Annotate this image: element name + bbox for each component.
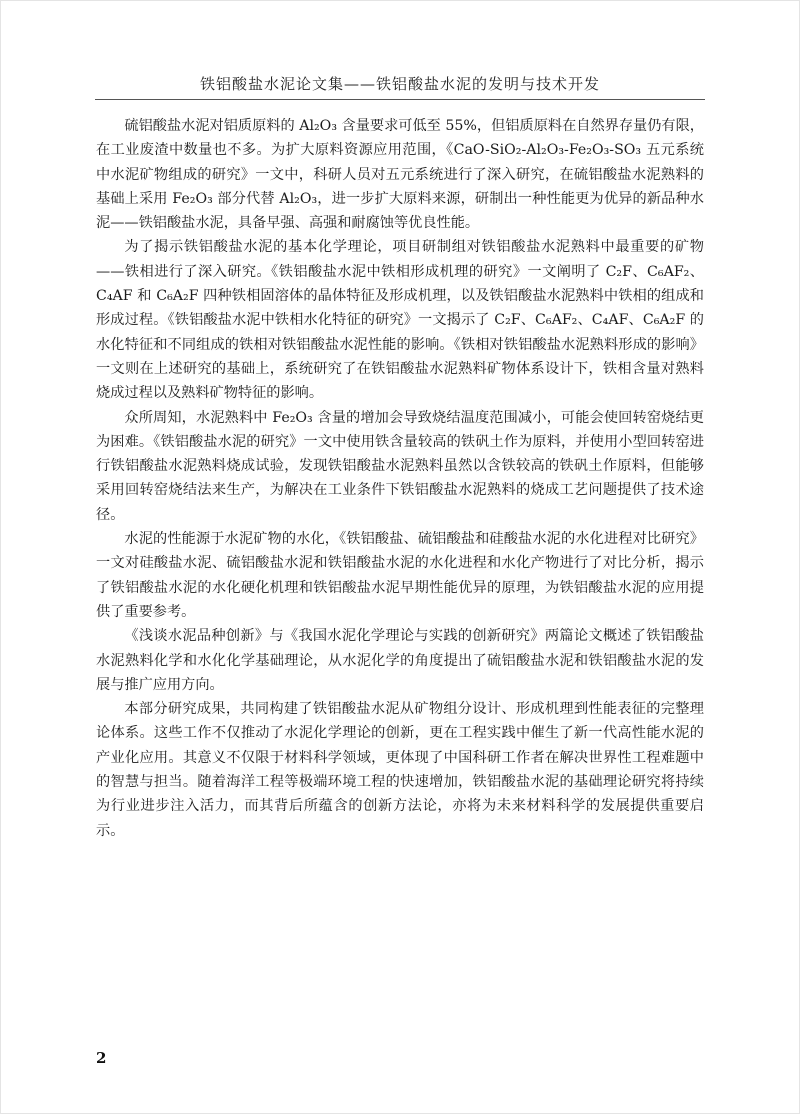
paragraph-3: 众所周知，水泥熟料中 Fe₂O₃ 含量的增加会导致烧结温度范围减小，可能会使回转窑烧结更为困难。《铁铝酸盐水泥的研究》一文中使用铁含量较高的铁矾土作为原料，并使用小型回转窑进行铁铝酸盐水泥熟料烧成试验，发现铁铝酸盐水泥熟料虽然以含铁较高的铁矾土作原料，但能够采用回转窑烧结法来生产，为解决在工业条件下铁铝酸盐水泥熟料的烧成工艺问题提供了技术途径。 [96, 409, 704, 523]
page-number: 2 [96, 1049, 107, 1067]
paragraph-5: 《浅谈水泥品种创新》与《我国水泥化学理论与实践的创新研究》两篇论文概述了铁铝酸盐水泥熟料化学和水化化学基础理论，从水泥化学的角度提出了硫铝酸盐水泥和铁铝酸盐水泥的发展与推广应用方向。 [96, 628, 704, 693]
paragraph-1: 硫铝酸盐水泥对铝质原料的 Al₂O₃ 含量要求可低至 55%，但铝质原料在自然界存量仍有限，在工业废渣中数量也不多。为扩大原料资源应用范围，《CaO-SiO₂-Al₂O₃-Fe₂O₃-SO₃ 五元系统中水泥矿物组成的研究》一文中，科研人员对五元系统进行了深入研究，在硫铝酸盐水泥熟料的基础上采用 Fe₂O₃ 部分代替 Al₂O₃，进一步扩大原料来源，研制出一种性能更为优异的新品种水泥——铁铝酸盐水泥，具备早强、高强和耐腐蚀等优良性能。 [96, 118, 704, 232]
body-text [96, 114, 704, 843]
paragraph-2: 为了揭示铁铝酸盐水泥的基本化学理论，项目研制组对铁铝酸盐水泥熟料中最重要的矿物——铁相进行了深入研究。《铁铝酸盐水泥中铁相形成机理的研究》一文阐明了 C₂F、C₆AF₂、C₄AF 和 C₆A₂F 四种铁相固溶体的晶体特征及形成机理，以及铁铝酸盐水泥熟料中铁相的组成和形成过程。《铁铝酸盐水泥中铁相水化特征的研究》一文揭示了 C₂F、C₆AF₂、C₄AF、C₆A₂F 的水化特征和不同组成的铁相对铁铝酸盐水泥性能的影响。《铁相对铁铝酸盐水泥熟料形成的影响》一文则在上述研究的基础上，系统研究了在铁铝酸盐水泥熟料矿物体系设计下，铁相含量对熟料烧成过程以及熟料矿物特征的影响。 [96, 239, 704, 402]
paragraph-4: 水泥的性能源于水泥矿物的水化，《铁铝酸盐、硫铝酸盐和硅酸盐水泥的水化进程对比研究》一文对硅酸盐水泥、硫铝酸盐水泥和铁铝酸盐水泥的水化进程和水化产物进行了对比分析，揭示了铁铝酸盐水泥的水化硬化机理和铁铝酸盐水泥早期性能优异的原理，为铁铝酸盐水泥的应用提供了重要参考。 [96, 531, 704, 620]
paragraph-6: 本部分研究成果，共同构建了铁铝酸盐水泥从矿物组分设计、形成机理到性能表征的完整理论体系。这些工作不仅推动了水泥化学理论的创新，更在工程实践中催生了新一代高性能水泥的产业化应用。其意义不仅限于材料科学领域，更体现了中国科研工作者在解决世界性工程难题中的智慧与担当。随着海洋工程等极端环境工程的快速增加，铁铝酸盐水泥的基础理论研究将持续为行业进步注入活力，而其背后所蕴含的创新方法论，亦将为未来材料科学的发展提供重要启示。 [96, 701, 704, 839]
header-divider [95, 99, 705, 100]
running-header: 铁铝酸盐水泥论文集——铁铝酸盐水泥的发明与技术开发 [199, 75, 600, 93]
